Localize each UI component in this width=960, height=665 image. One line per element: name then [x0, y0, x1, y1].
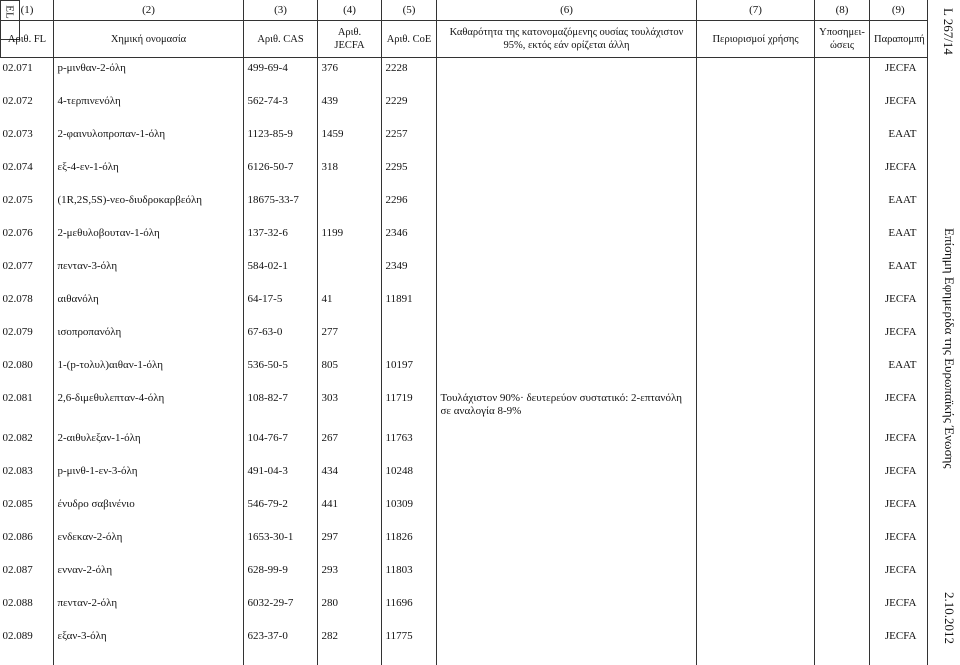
- cell-fl: 02.080: [2, 358, 33, 371]
- cell-cas: 584-02-1: [247, 259, 288, 272]
- cell-restriction: [697, 355, 815, 388]
- cell-jecfa: 293: [321, 563, 338, 576]
- cell-jecfa: [318, 190, 382, 223]
- cell-restriction: [697, 124, 815, 157]
- column-title-restrictions: Περιορισμοί χρήσης: [697, 21, 815, 58]
- cell-restriction: [697, 428, 815, 461]
- cell-ref: JECFA: [884, 563, 917, 576]
- cell-name: p-μινθαν-2-όλη: [57, 62, 126, 74]
- cell-fl: 02.089: [2, 629, 33, 642]
- cell-name: εξ-4-εν-1-όλη: [57, 160, 119, 173]
- cell-coe: 11891: [385, 292, 413, 305]
- cell-fl: 02.082: [2, 431, 33, 444]
- table-row: [1, 58, 927, 91]
- column-title-purity: Καθαρότητα της κατονομαζόμενης ουσίας τουλάχιστον 95%, εκτός εάν ορίζεται άλλη: [437, 21, 697, 58]
- cell-name: 1-(p-τολυλ)αιθαν-1-όλη: [57, 358, 164, 371]
- cell-cas: 491-04-3: [247, 464, 288, 477]
- cell-restriction: [697, 388, 815, 428]
- cell-coe: 2229: [385, 94, 408, 107]
- cell-name: ένυδρο σαβινένιο: [57, 497, 135, 510]
- table-row: [1, 593, 927, 626]
- column-title-chemical-name: Χημική ονομασία: [54, 21, 244, 58]
- cell-coe: 10197: [385, 358, 413, 371]
- cell-coe: 10309: [385, 497, 413, 510]
- cell-coe: 11803: [385, 563, 413, 576]
- cell-jecfa: 439: [321, 94, 338, 107]
- cell-jecfa: 1199: [321, 226, 344, 239]
- cell-ref: JECFA: [884, 497, 917, 510]
- cell-fl: 02.071: [2, 62, 33, 74]
- column-number: (4): [318, 0, 382, 21]
- cell-cas: 6126-50-7: [247, 160, 294, 173]
- cell-footnote: [815, 190, 870, 223]
- cell-coe: 2346: [385, 226, 408, 239]
- cell-coe: 11775: [385, 629, 413, 642]
- cell-jecfa: [318, 256, 382, 289]
- cell-jecfa: 441: [321, 497, 338, 510]
- cell-name: p-μινθ-1-εν-3-όλη: [57, 464, 138, 477]
- cell-ref: JECFA: [884, 391, 917, 404]
- cell-jecfa: 434: [321, 464, 338, 477]
- table-body: [1, 58, 927, 659]
- column-title-fl: Αριθ. FL: [1, 21, 54, 58]
- cell-coe: 2296: [385, 193, 408, 206]
- cell-purity: [437, 322, 697, 355]
- cell-purity: [437, 593, 697, 626]
- cell-fl: 02.088: [2, 596, 33, 609]
- cell-footnote: [815, 355, 870, 388]
- cell-fl: 02.083: [2, 464, 33, 477]
- cell-ref: JECFA: [884, 325, 917, 338]
- column-title-jecfa: Αριθ. JECFA: [318, 21, 382, 58]
- cell-footnote: [815, 91, 870, 124]
- cell-purity: [437, 461, 697, 494]
- column-divider: [317, 0, 318, 665]
- cell-fl: 02.075: [2, 193, 33, 206]
- column-divider: [696, 0, 697, 665]
- cell-fl: 02.085: [2, 497, 33, 510]
- cell-jecfa: 277: [321, 325, 338, 338]
- cell-purity: [437, 355, 697, 388]
- table-row: [1, 560, 927, 593]
- cell-purity: [437, 190, 697, 223]
- table-row: [1, 322, 927, 355]
- cell-fl: 02.078: [2, 292, 33, 305]
- cell-name: αιθανόλη: [57, 292, 99, 305]
- cell-coe: 2295: [385, 160, 408, 173]
- cell-fl: 02.076: [2, 226, 33, 239]
- cell-footnote: [815, 157, 870, 190]
- cell-name: (1R,2S,5S)-νεο-διυδροκαρβεόλη: [57, 193, 202, 206]
- table-row: [1, 527, 927, 560]
- cell-jecfa: 376: [321, 62, 338, 74]
- column-number: (8): [815, 0, 870, 21]
- column-number: (2): [54, 0, 244, 21]
- cell-fl: 02.077: [2, 259, 33, 272]
- cell-purity: [437, 527, 697, 560]
- column-number: (1): [1, 0, 54, 21]
- journal-title: Επίσημη Εφημερίδα της Ευρωπαϊκής Ένωσης: [942, 228, 957, 469]
- table-row: [1, 355, 927, 388]
- cell-ref: JECFA: [884, 464, 917, 477]
- column-number: (6): [437, 0, 697, 21]
- cell-fl: 02.074: [2, 160, 33, 173]
- cell-fl: 02.086: [2, 530, 33, 543]
- column-title-row: [1, 21, 927, 58]
- table-row: [1, 91, 927, 124]
- cell-name: πενταν-3-όλη: [57, 259, 118, 272]
- cell-purity: [437, 289, 697, 322]
- cell-jecfa: 805: [321, 358, 338, 371]
- cell-footnote: [815, 494, 870, 527]
- cell-footnote: [815, 626, 870, 659]
- cell-restriction: [697, 494, 815, 527]
- cell-coe: 11826: [385, 530, 413, 543]
- cell-purity: [437, 428, 697, 461]
- cell-name: ισοπροπανόλη: [57, 325, 122, 338]
- cell-cas: 6032-29-7: [247, 596, 294, 609]
- column-divider: [381, 0, 382, 665]
- cell-jecfa: 297: [321, 530, 338, 543]
- column-title-footnotes: Υποσημει-ώσεις: [815, 21, 870, 58]
- column-number: (9): [870, 0, 927, 21]
- language-code: EL: [3, 5, 16, 19]
- cell-name: 4-τερπινενόλη: [57, 94, 121, 107]
- cell-purity: [437, 58, 697, 91]
- cell-coe: 2257: [385, 127, 408, 140]
- cell-cas: 108-82-7: [247, 391, 288, 404]
- cell-jecfa: 282: [321, 629, 338, 642]
- cell-restriction: [697, 560, 815, 593]
- cell-footnote: [815, 322, 870, 355]
- cell-purity: [437, 626, 697, 659]
- cell-coe: 2349: [385, 259, 408, 272]
- column-divider: [53, 0, 54, 665]
- cell-ref: JECFA: [884, 431, 917, 444]
- cell-purity: [437, 91, 697, 124]
- cell-cas: 536-50-5: [247, 358, 288, 371]
- cell-cas: 1653-30-1: [247, 530, 294, 543]
- cell-coe: 10248: [385, 464, 413, 477]
- column-divider: [436, 0, 437, 665]
- cell-cas: 104-76-7: [247, 431, 288, 444]
- cell-name: ενδεκαν-2-όλη: [57, 530, 123, 543]
- column-number-row: [1, 0, 927, 21]
- cell-purity: [437, 124, 697, 157]
- cell-footnote: [815, 527, 870, 560]
- cell-cas: 137-32-6: [247, 226, 288, 239]
- table-row: [1, 289, 927, 322]
- cell-cas: 499-69-4: [247, 62, 288, 74]
- cell-name: εξαν-3-όλη: [57, 629, 107, 642]
- cell-restriction: [697, 91, 815, 124]
- table-row: [1, 190, 927, 223]
- cell-cas: 546-79-2: [247, 497, 288, 510]
- cell-ref: JECFA: [884, 94, 917, 107]
- cell-purity: [437, 256, 697, 289]
- cell-restriction: [697, 461, 815, 494]
- cell-footnote: [815, 388, 870, 428]
- cell-cas: 628-99-9: [247, 563, 288, 576]
- cell-coe: 11719: [385, 391, 413, 404]
- cell-coe: [382, 322, 437, 355]
- cell-jecfa: 41: [321, 292, 333, 305]
- cell-restriction: [697, 190, 815, 223]
- cell-coe: 11763: [385, 431, 413, 444]
- cell-jecfa: 318: [321, 160, 338, 173]
- cell-restriction: [697, 58, 815, 91]
- table-row: [1, 157, 927, 190]
- cell-footnote: [815, 256, 870, 289]
- cell-restriction: [697, 322, 815, 355]
- cell-jecfa: 267: [321, 431, 338, 444]
- cell-ref: EAAT: [888, 226, 917, 239]
- cell-ref: EAAT: [888, 193, 917, 206]
- cell-fl: 02.081: [2, 391, 33, 404]
- cell-restriction: [697, 256, 815, 289]
- cell-restriction: [697, 223, 815, 256]
- cell-footnote: [815, 124, 870, 157]
- cell-footnote: [815, 223, 870, 256]
- cell-purity: [437, 494, 697, 527]
- cell-purity: Τουλάχιστον 90%· δευτερεύον συστατικό: 2-επτανόλη σε αναλογία 8-9%: [440, 391, 683, 417]
- column-number: (5): [382, 0, 437, 21]
- cell-restriction: [697, 626, 815, 659]
- table-row: [1, 124, 927, 157]
- table-row: [1, 428, 927, 461]
- cell-purity: [437, 560, 697, 593]
- column-title-reference: Παραπομπή: [870, 21, 927, 58]
- oj-page-reference: L 267/14: [941, 8, 956, 55]
- cell-ref: JECFA: [884, 292, 917, 305]
- column-divider: [869, 0, 870, 665]
- cell-ref: JECFA: [884, 629, 917, 642]
- cell-coe: 11696: [385, 596, 413, 609]
- cell-footnote: [815, 560, 870, 593]
- cell-cas: 562-74-3: [247, 94, 288, 107]
- column-number: (7): [697, 0, 815, 21]
- column-title-cas: Αριθ. CAS: [244, 21, 318, 58]
- table-row: [1, 626, 927, 659]
- cell-cas: 1123-85-9: [247, 127, 293, 140]
- cell-cas: 18675-33-7: [247, 193, 299, 206]
- table-row: [1, 494, 927, 527]
- cell-fl: 02.073: [2, 127, 33, 140]
- cell-ref: JECFA: [884, 62, 917, 74]
- cell-name: 2-μεθυλοβουταν-1-όλη: [57, 226, 160, 239]
- column-divider: [243, 0, 244, 665]
- cell-name: 2,6-διμεθυλεπταν-4-όλη: [57, 391, 165, 404]
- cell-fl: 02.072: [2, 94, 33, 107]
- cell-footnote: [815, 289, 870, 322]
- cell-ref: JECFA: [884, 596, 917, 609]
- cell-ref: EAAT: [888, 259, 917, 272]
- cell-footnote: [815, 593, 870, 626]
- column-divider: [814, 0, 815, 665]
- cell-ref: EAAT: [888, 358, 917, 371]
- cell-fl: 02.079: [2, 325, 33, 338]
- cell-name: πενταν-2-όλη: [57, 596, 118, 609]
- cell-footnote: [815, 428, 870, 461]
- cell-jecfa: 1459: [321, 127, 344, 140]
- cell-name: ενναν-2-όλη: [57, 563, 113, 576]
- column-title-coe: Αριθ. CoE: [382, 21, 437, 58]
- column-number: (3): [244, 0, 318, 21]
- cell-fl: 02.087: [2, 563, 33, 576]
- cell-ref: EAAT: [888, 127, 917, 140]
- cell-jecfa: 280: [321, 596, 338, 609]
- cell-purity: [437, 223, 697, 256]
- table-row: [1, 461, 927, 494]
- cell-restriction: [697, 157, 815, 190]
- table-row: [1, 388, 927, 428]
- table-row: [1, 256, 927, 289]
- table-row: [1, 223, 927, 256]
- cell-name: 2-αιθυλεξαν-1-όλη: [57, 431, 141, 444]
- cell-cas: 623-37-0: [247, 629, 288, 642]
- cell-name: 2-φαινυλοπροπαν-1-όλη: [57, 127, 166, 140]
- cell-ref: JECFA: [884, 160, 917, 173]
- cell-footnote: [815, 58, 870, 91]
- cell-cas: 67-63-0: [247, 325, 283, 338]
- publication-date: 2.10.2012: [942, 592, 957, 644]
- cell-coe: 2228: [385, 62, 408, 74]
- cell-restriction: [697, 289, 815, 322]
- cell-restriction: [697, 593, 815, 626]
- cell-ref: JECFA: [884, 530, 917, 543]
- cell-purity: [437, 157, 697, 190]
- cell-restriction: [697, 527, 815, 560]
- cell-footnote: [815, 461, 870, 494]
- cell-jecfa: 303: [321, 391, 338, 404]
- cell-cas: 64-17-5: [247, 292, 283, 305]
